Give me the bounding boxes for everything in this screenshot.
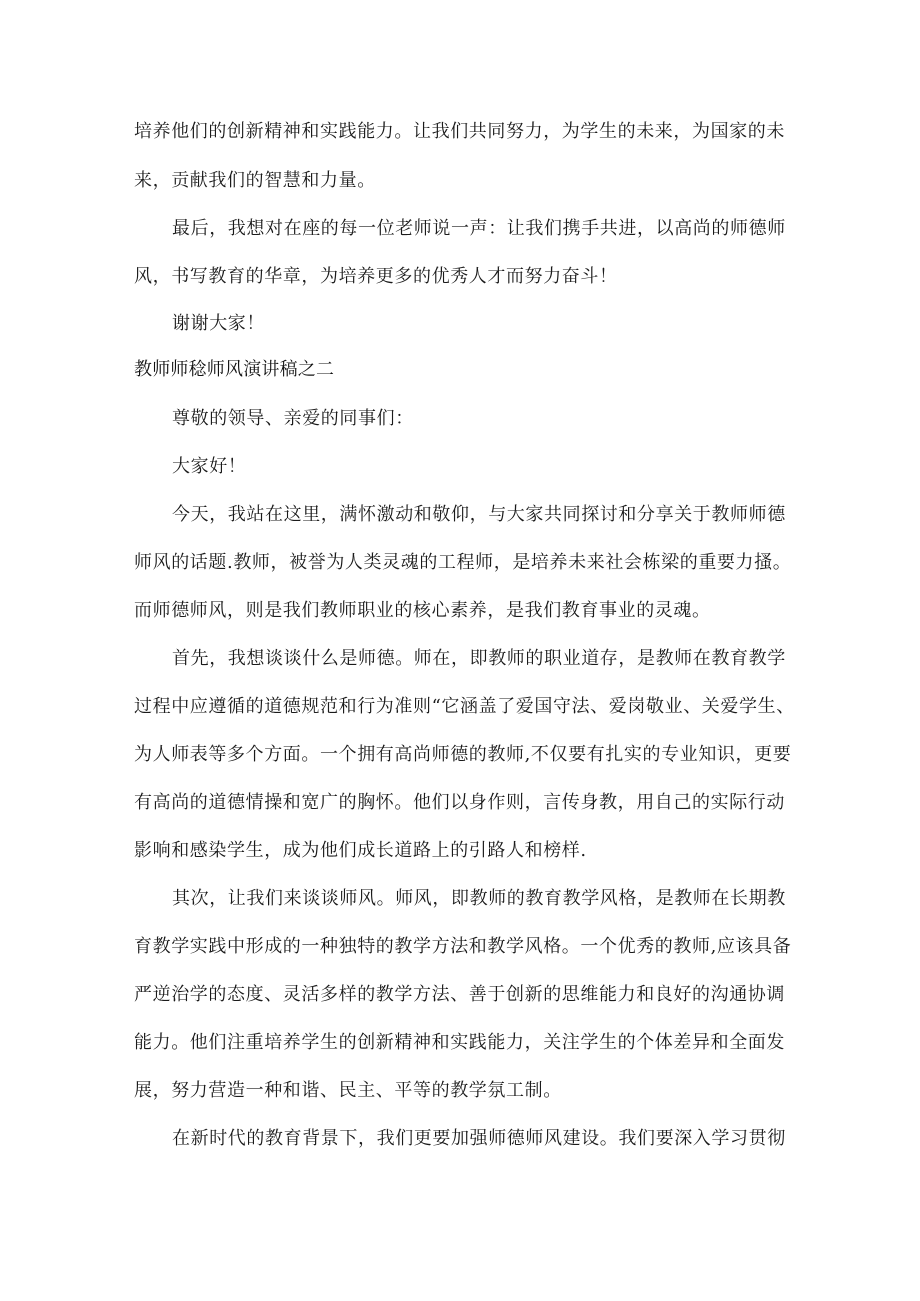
paragraph-line: 过程中应遵循的道德规范和行为准则“它涵盖了爱国守法、爱岗敬业、关爱学生、 — [134, 696, 795, 717]
paragraph-line: 而师德师风，则是我们教师职业的核心素养，是我们教育事业的灵魂。 — [134, 600, 711, 621]
paragraph-line: 影响和感染学生，成为他们成长道路上的引路人和榜样. — [134, 840, 587, 861]
paragraph-line: 师风的话题.教师，被誉为人类灵魂的工程师，是培养未来社会栋梁的重要力搔。 — [134, 552, 792, 573]
paragraph-line: 为人师表等多个方面。一个拥有高尚师德的教师,不仅要有扎实的专业知识，更要 — [134, 744, 792, 765]
paragraph-line: 来，贡献我们的智慧和力量。 — [134, 170, 376, 191]
closing-line: 谢谢大家！ — [172, 313, 265, 334]
paragraph-line: 严逆治学的态度、灵活多样的教学方法、善于创新的思维能力和良好的沟通协调 — [134, 984, 785, 1005]
section-heading: 教师师稔师风演讲稿之二 — [134, 359, 335, 380]
paragraph-line: 展，努力营造一种和谐、民主、平等的教学氛工制。 — [134, 1080, 562, 1101]
paragraph-line: 最后，我想对在座的每一位老师说一声：让我们携手共进，以高尚的师德师 — [172, 218, 786, 239]
paragraph-line: 有高尚的道德情操和宽广的胸怀。他们以身作则，言传身教，用自己的实际行动 — [134, 792, 785, 813]
salutation-line: 尊敬的领导、亲爱的同事们： — [172, 408, 414, 429]
paragraph-line: 能力。他们注重培养学生的创新精神和实践能力，关注学生的个体差异和全面发 — [134, 1032, 785, 1053]
paragraph-line: 其次，让我们来谈谈师风。师风，即教师的教育教学风格，是教师在长期教 — [172, 888, 786, 909]
greeting-line: 大家好！ — [172, 456, 247, 477]
paragraph-line: 在新时代的教育背景下，我们更要加强师德师风建设。我们要深入学习贯彻 — [172, 1128, 786, 1149]
paragraph-line: 风，书写教育的华章，为培养更多的优秀人才而努力奋斗！ — [134, 266, 618, 287]
paragraph-line: 育教学实践中形成的一种独特的教学方法和教学风格。一个优秀的教师,应该具备 — [134, 936, 792, 957]
paragraph-line: 培养他们的创新精神和实践能力。让我们共同努力，为学生的未来，为国家的未 — [134, 121, 785, 142]
paragraph-line: 今天，我站在这里，满怀激动和敬仰，与大家共同探讨和分享关于教师师德 — [172, 504, 786, 525]
paragraph-line: 首先，我想谈谈什么是师德。师在，即教师的职业道存，是教师在教育教学 — [172, 648, 786, 669]
